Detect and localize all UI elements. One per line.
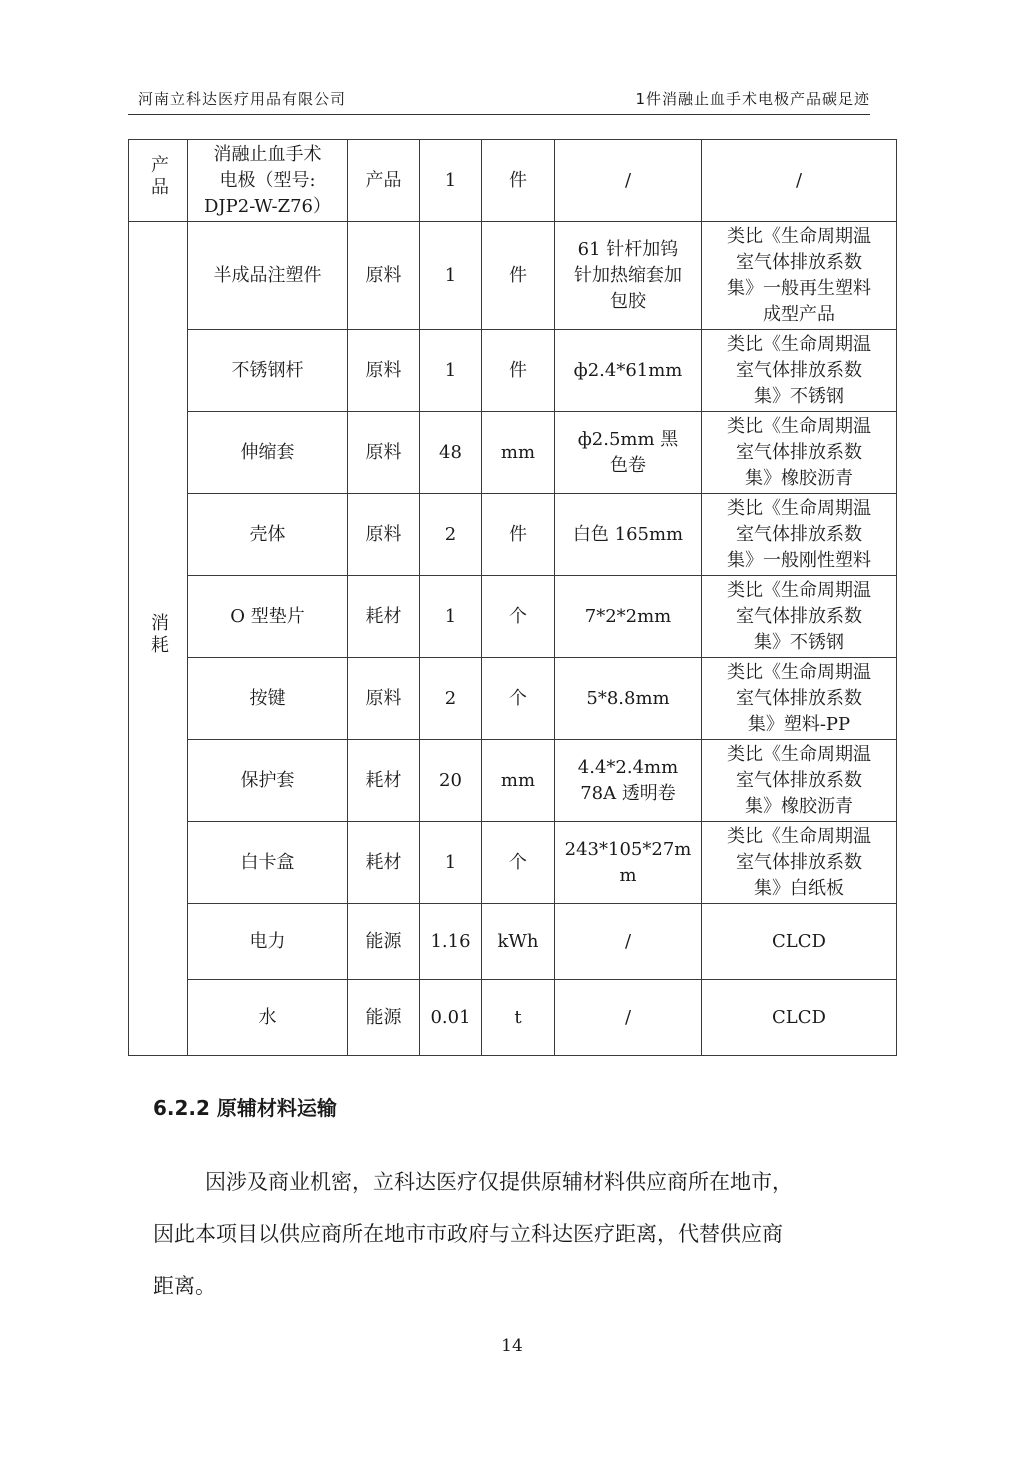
qty-cell: 0.01 <box>420 980 482 1056</box>
ref-cell: 类比《生命周期温 室气体排放系数 集》橡胶沥青 <box>702 740 897 822</box>
type-cell: 耗材 <box>348 740 420 822</box>
qty-cell: 1 <box>420 576 482 658</box>
table-row <box>129 330 897 412</box>
section-heading: 6.2.2 原辅材料运输 <box>153 1096 337 1120</box>
table-row <box>129 576 897 658</box>
category-cell-consumption: 消耗 <box>129 222 188 1056</box>
spec-cell: / <box>555 904 702 980</box>
unit-cell: 件 <box>482 330 555 412</box>
type-cell: 耗材 <box>348 576 420 658</box>
unit-cell: t <box>482 980 555 1056</box>
spec-cell: / <box>555 980 702 1056</box>
spec-cell: 5*8.8mm <box>555 658 702 740</box>
qty-cell: 2 <box>420 494 482 576</box>
unit-cell: mm <box>482 740 555 822</box>
ref-cell: 类比《生命周期温 室气体排放系数 集》一般刚性塑料 <box>702 494 897 576</box>
material-name-cell: 壳体 <box>188 494 348 576</box>
category-cell-product: 产品 <box>129 140 188 222</box>
spec-cell: / <box>555 140 702 222</box>
table-row <box>129 980 897 1056</box>
qty-cell: 1 <box>420 140 482 222</box>
unit-cell: 个 <box>482 658 555 740</box>
inventory-table <box>128 139 897 1056</box>
table-row <box>129 222 897 330</box>
page-header <box>128 88 896 110</box>
qty-cell: 20 <box>420 740 482 822</box>
product-name-cell: 消融止血手术 电极（型号: DJP2-W-Z76） <box>188 140 348 222</box>
page-number: 14 <box>501 1336 523 1356</box>
table-row <box>129 822 897 904</box>
ref-cell: 类比《生命周期温 室气体排放系数 集》橡胶沥青 <box>702 412 897 494</box>
type-cell: 能源 <box>348 980 420 1056</box>
ref-cell: CLCD <box>702 980 897 1056</box>
unit-cell: kWh <box>482 904 555 980</box>
qty-cell: 2 <box>420 658 482 740</box>
company-name: 河南立科达医疗用品有限公司 <box>138 90 347 108</box>
ref-cell: 类比《生命周期温 室气体排放系数 集》白纸板 <box>702 822 897 904</box>
ref-cell: 类比《生命周期温 室气体排放系数 集》不锈钢 <box>702 576 897 658</box>
table-row-product <box>129 140 897 222</box>
spec-cell: ф2.5mm 黑 色卷 <box>555 412 702 494</box>
ref-cell: 类比《生命周期温 室气体排放系数 集》塑料-PP <box>702 658 897 740</box>
type-cell: 原料 <box>348 222 420 330</box>
unit-cell: mm <box>482 412 555 494</box>
qty-cell: 1.16 <box>420 904 482 980</box>
paragraph-line-2: 因此本项目以供应商所在地市市政府与立科达医疗距离，代替供应商 <box>153 1222 783 1246</box>
ref-cell: / <box>702 140 897 222</box>
document-title: 1件消融止血手术电极产品碳足迹 <box>635 90 870 108</box>
material-name-cell: 水 <box>188 980 348 1056</box>
ref-cell: 类比《生命周期温 室气体排放系数 集》一般再生塑料 成型产品 <box>702 222 897 330</box>
spec-cell: 4.4*2.4mm 78A 透明卷 <box>555 740 702 822</box>
material-name-cell: 伸缩套 <box>188 412 348 494</box>
material-name-cell: 不锈钢杆 <box>188 330 348 412</box>
type-cell: 能源 <box>348 904 420 980</box>
type-cell: 原料 <box>348 412 420 494</box>
paragraph-line-3: 距离。 <box>153 1274 216 1298</box>
table-row <box>129 412 897 494</box>
material-name-cell: 半成品注塑件 <box>188 222 348 330</box>
type-cell: 原料 <box>348 330 420 412</box>
ref-cell: CLCD <box>702 904 897 980</box>
table-row <box>129 740 897 822</box>
type-cell: 原料 <box>348 658 420 740</box>
type-cell: 原料 <box>348 494 420 576</box>
spec-cell: 61 针杆加钨 针加热缩套加 包胶 <box>555 222 702 330</box>
material-name-cell: 电力 <box>188 904 348 980</box>
unit-cell: 个 <box>482 576 555 658</box>
material-name-cell: 白卡盒 <box>188 822 348 904</box>
unit-cell: 件 <box>482 140 555 222</box>
header-divider <box>128 114 870 115</box>
spec-cell: 7*2*2mm <box>555 576 702 658</box>
spec-cell: ф2.4*61mm <box>555 330 702 412</box>
table-row <box>129 658 897 740</box>
type-cell: 耗材 <box>348 822 420 904</box>
table-row <box>129 904 897 980</box>
qty-cell: 1 <box>420 822 482 904</box>
material-name-cell: O 型垫片 <box>188 576 348 658</box>
material-name-cell: 按键 <box>188 658 348 740</box>
qty-cell: 1 <box>420 222 482 330</box>
unit-cell: 件 <box>482 222 555 330</box>
qty-cell: 48 <box>420 412 482 494</box>
type-cell: 产品 <box>348 140 420 222</box>
ref-cell: 类比《生命周期温 室气体排放系数 集》不锈钢 <box>702 330 897 412</box>
unit-cell: 个 <box>482 822 555 904</box>
unit-cell: 件 <box>482 494 555 576</box>
paragraph-line-1: 因涉及商业机密，立科达医疗仅提供原辅材料供应商所在地市， <box>205 1170 793 1194</box>
material-name-cell: 保护套 <box>188 740 348 822</box>
spec-cell: 白色 165mm <box>555 494 702 576</box>
qty-cell: 1 <box>420 330 482 412</box>
spec-cell: 243*105*27m m <box>555 822 702 904</box>
table-row <box>129 494 897 576</box>
